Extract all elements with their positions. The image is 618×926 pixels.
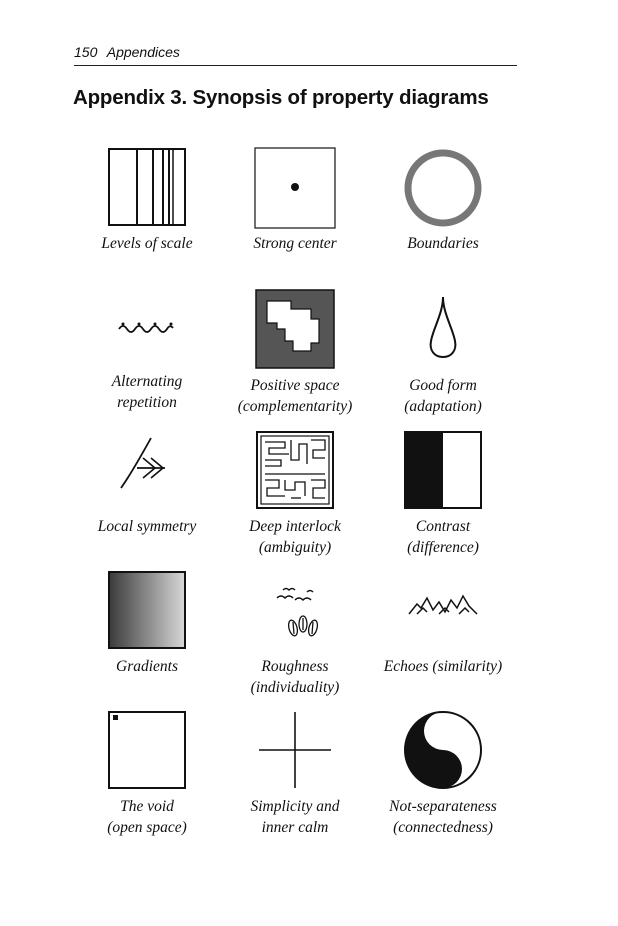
strong-center-icon: [254, 147, 336, 229]
diagram-caption: Roughness (individuality): [250, 658, 340, 696]
diagram-caption: Positive space (complementarity): [237, 377, 353, 415]
diagram-caption: Contrast (difference): [407, 518, 479, 556]
diagram-simplicity: [225, 710, 365, 838]
diagram-contrast: [373, 430, 513, 558]
roughness-icon: [255, 570, 335, 650]
diagram-caption: Strong center: [253, 235, 337, 252]
diagram-caption: Gradients: [116, 658, 178, 675]
diagram-alternating-repetition: [77, 289, 217, 413]
page-number: 150: [74, 44, 98, 60]
diagram-deep-interlock: [225, 430, 365, 558]
diagram-boundaries: [373, 147, 513, 254]
diagram-caption: Levels of scale: [101, 235, 193, 252]
page-title: Appendix 3. Synopsis of property diagrams: [73, 86, 489, 109]
diagram-local-symmetry: [77, 430, 217, 537]
diagram-echoes: [373, 570, 513, 677]
local-symmetry-icon: [107, 430, 187, 510]
diagram-caption: Boundaries: [407, 235, 479, 252]
levels-of-scale-icon: [107, 147, 187, 227]
boundaries-icon: [402, 147, 484, 229]
the-void-icon: [107, 710, 187, 790]
diagram-caption: Good form (adaptation): [404, 377, 482, 415]
diagram-roughness: [225, 570, 365, 698]
diagram-strong-center: [225, 147, 365, 254]
section-name: Appendices: [106, 44, 180, 60]
alternating-repetition-icon: [107, 289, 187, 369]
gradients-icon: [107, 570, 187, 650]
contrast-icon: [403, 430, 483, 510]
diagram-caption: The void (open space): [107, 798, 187, 836]
positive-space-icon: [255, 289, 335, 369]
diagram-caption: Deep interlock (ambiguity): [249, 518, 341, 556]
diagram-caption: Echoes (similarity): [383, 658, 503, 675]
diagram-levels-of-scale: [77, 147, 217, 254]
deep-interlock-icon: [255, 430, 335, 510]
good-form-icon: [403, 289, 483, 369]
diagram-the-void: [77, 710, 217, 838]
diagram-good-form: [373, 289, 513, 417]
diagram-caption: Simplicity and inner calm: [250, 798, 340, 836]
not-separateness-icon: [403, 710, 483, 790]
diagram-caption: Alternating repetition: [111, 373, 183, 411]
simplicity-icon: [255, 710, 335, 790]
echoes-icon: [403, 570, 483, 650]
diagram-positive-space: [225, 289, 365, 417]
diagram-not-separateness: [373, 710, 513, 838]
diagram-gradients: [77, 570, 217, 677]
diagram-caption: Not-separateness (connectedness): [389, 798, 497, 836]
running-head: [74, 44, 517, 66]
diagram-caption: Local symmetry: [97, 518, 197, 535]
